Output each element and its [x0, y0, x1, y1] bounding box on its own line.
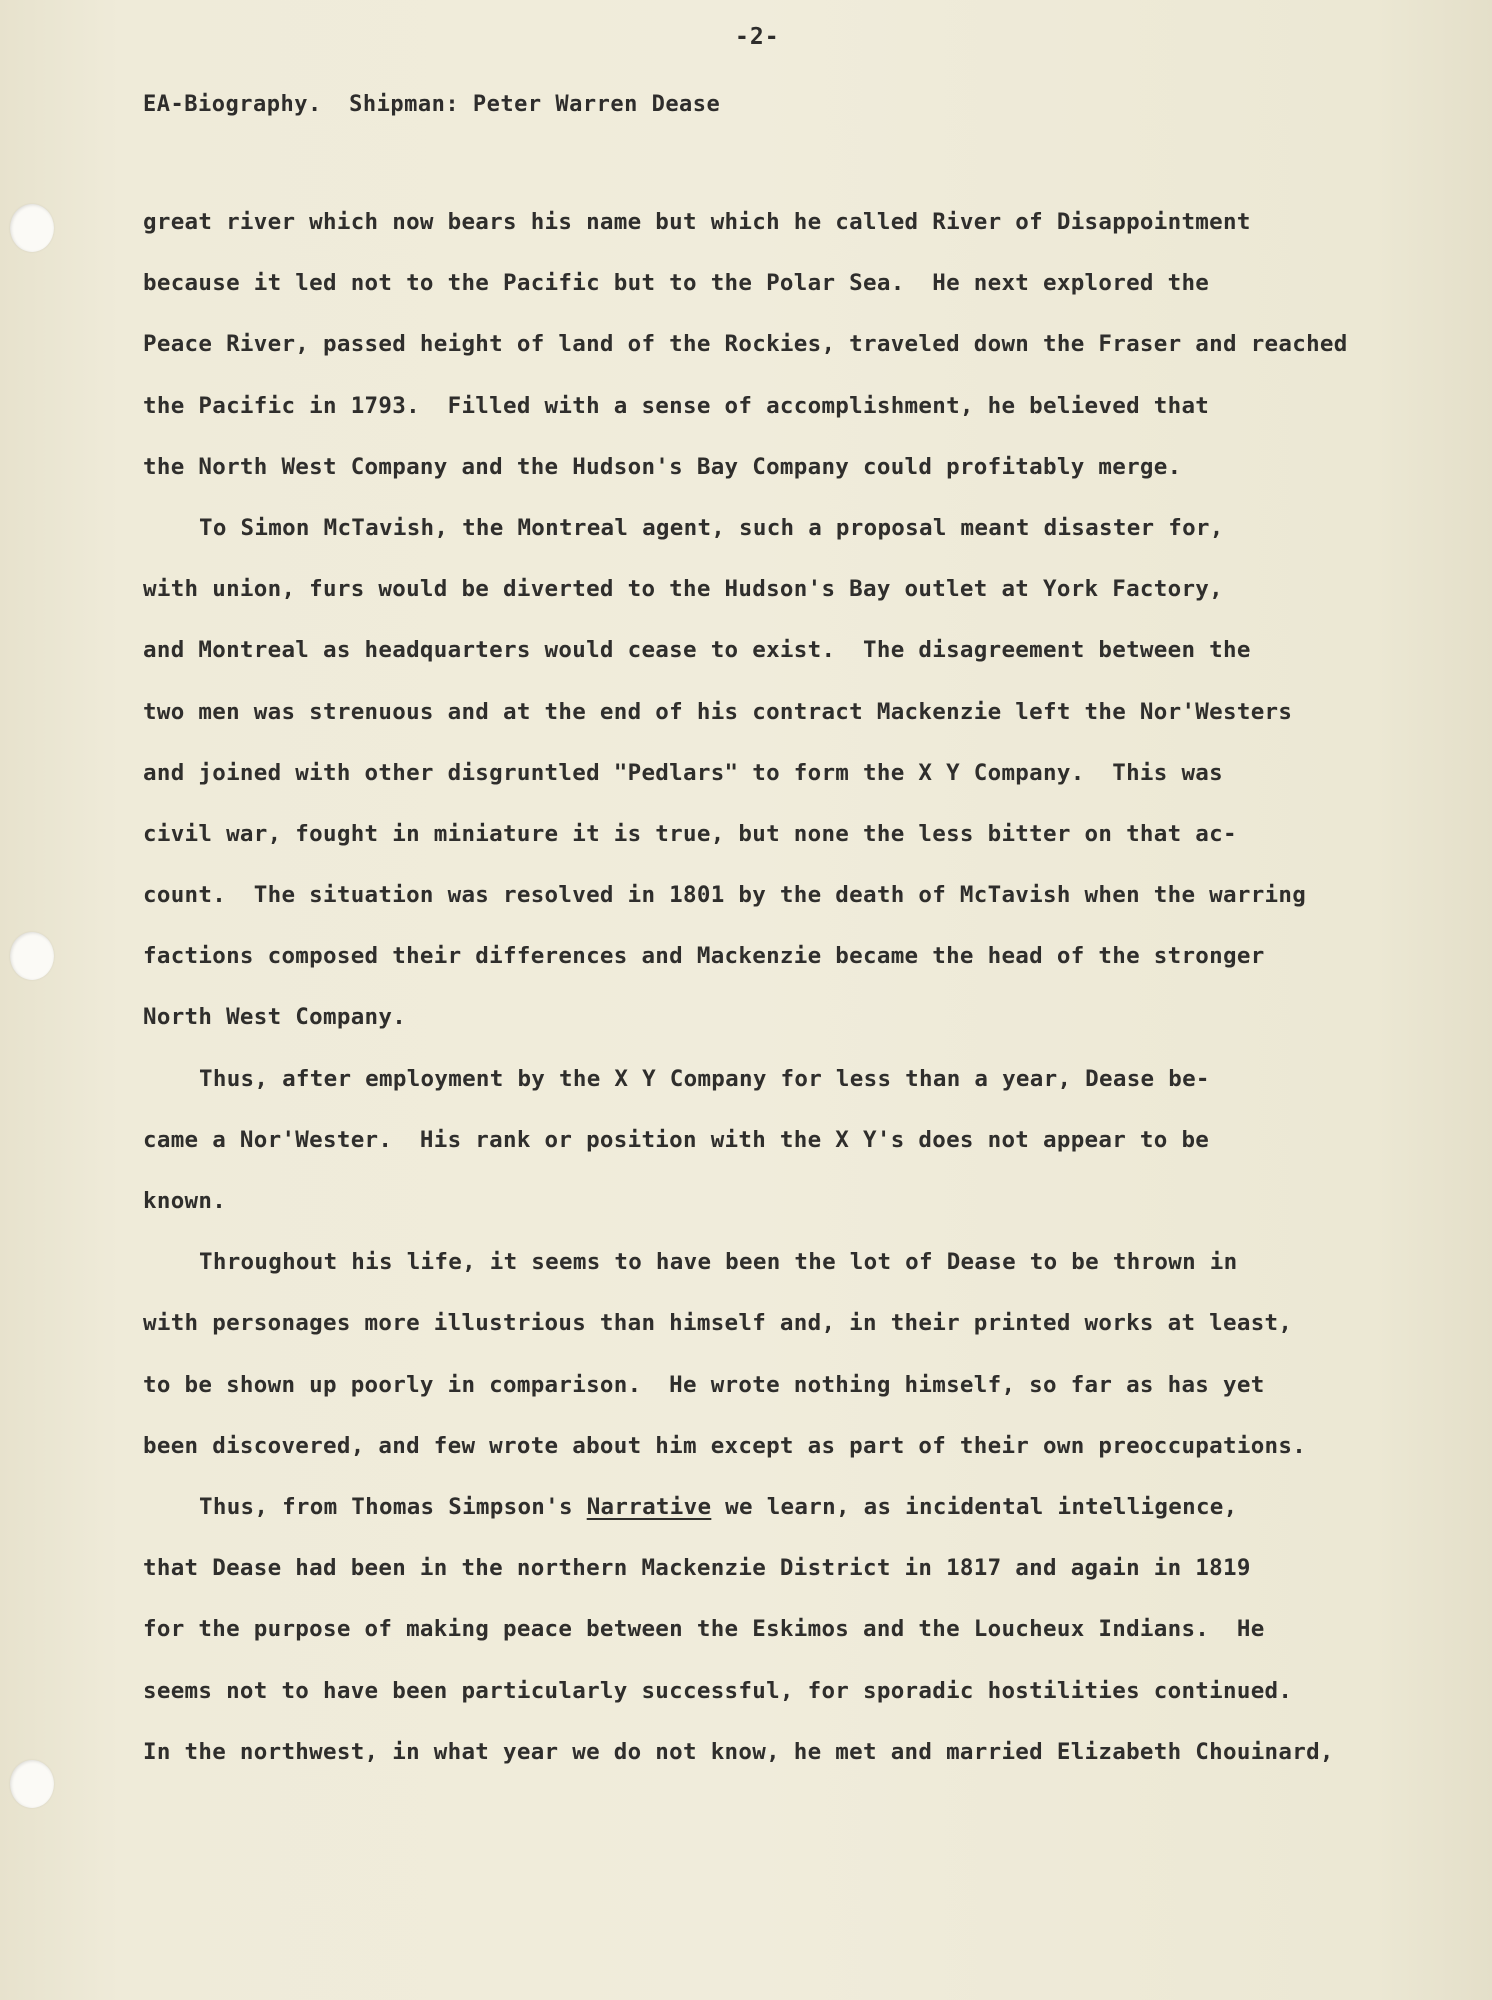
text-line: with personages more illustrious than himself and, in their printed works at least, — [143, 1310, 1293, 1337]
text-line: Peace River, passed height of land of the Rockies, traveled down the Fraser and reached — [143, 331, 1348, 358]
text-line — [143, 1491, 1483, 1552]
text-line: known. — [143, 1188, 227, 1214]
text-line: the Pacific in 1793. Filled with a sense of accomplishment, he believed that — [143, 392, 1210, 419]
text-line: To Simon McTavish, the Montreal agent, such a proposal meant disaster for, — [199, 514, 1224, 541]
text-line: In the northwest, in what year we do not know, he met and married Elizabeth Chouinard, — [143, 1738, 1334, 1765]
text-line: North West Company. — [143, 1004, 407, 1031]
text-line: to be shown up poorly in comparison. He wrote nothing himself, so far as has yet — [143, 1371, 1265, 1398]
text-line: factions composed their differences and Mackenzie became the head of the stronger — [143, 943, 1265, 970]
book-title: Narrative — [586, 1493, 712, 1520]
text-line: that Dease had been in the northern Mackenzie District in 1817 and again in 1819 — [143, 1555, 1251, 1582]
binder-hole — [10, 204, 54, 252]
text-line: and joined with other disgruntled "Pedlars" to form the X Y Company. This was — [143, 759, 1223, 786]
text-line: for the purpose of making peace between the Eskimos and the Loucheux Indians. He — [143, 1616, 1265, 1643]
document-header: EA-Biography. Shipman: Peter Warren Dease — [143, 92, 721, 117]
text-line: great river which now bears his name but which he called River of Disappointment — [143, 209, 1251, 235]
text-line: with union, furs would be diverted to the Hudson's Bay outlet at York Factory, — [143, 576, 1223, 603]
text-line: the North West Company and the Hudson's Bay Company could profitably merge. — [143, 453, 1182, 480]
text-line: been discovered, and few wrote about him except as part of their own preoccupations. — [143, 1432, 1307, 1459]
text-line: count. The situation was resolved in 1801 by the death of McTavish when the warring — [143, 882, 1307, 909]
text-segment: we learn, as incidental intelligence, — [711, 1493, 1238, 1520]
text-line: came a Nor'Wester. His rank or position with the X Y's does not appear to be — [143, 1126, 1210, 1153]
binder-hole — [10, 932, 54, 980]
text-line: Throughout his life, it seems to have been the lot of Dease to be thrown in — [199, 1249, 1238, 1276]
text-line: Thus, after employment by the X Y Company for less than a year, Dease be- — [199, 1065, 1210, 1092]
text-line: two men was strenuous and at the end of his contract Mackenzie left the Nor'Westers — [143, 698, 1293, 725]
text-line: seems not to have been particularly successful, for sporadic hostilities continued. — [143, 1677, 1293, 1704]
text-line: and Montreal as headquarters would cease to exist. The disagreement between the — [143, 637, 1251, 664]
body-text — [143, 206, 1483, 1797]
binder-hole — [10, 1760, 54, 1808]
text-line: civil war, fought in miniature it is true, but none the less bitter on that ac- — [143, 820, 1237, 847]
text-segment: Thus, from Thomas Simpson's — [199, 1493, 587, 1520]
text-line: because it led not to the Pacific but to the Polar Sea. He next explored the — [143, 270, 1210, 297]
page-number: -2- — [735, 24, 780, 50]
